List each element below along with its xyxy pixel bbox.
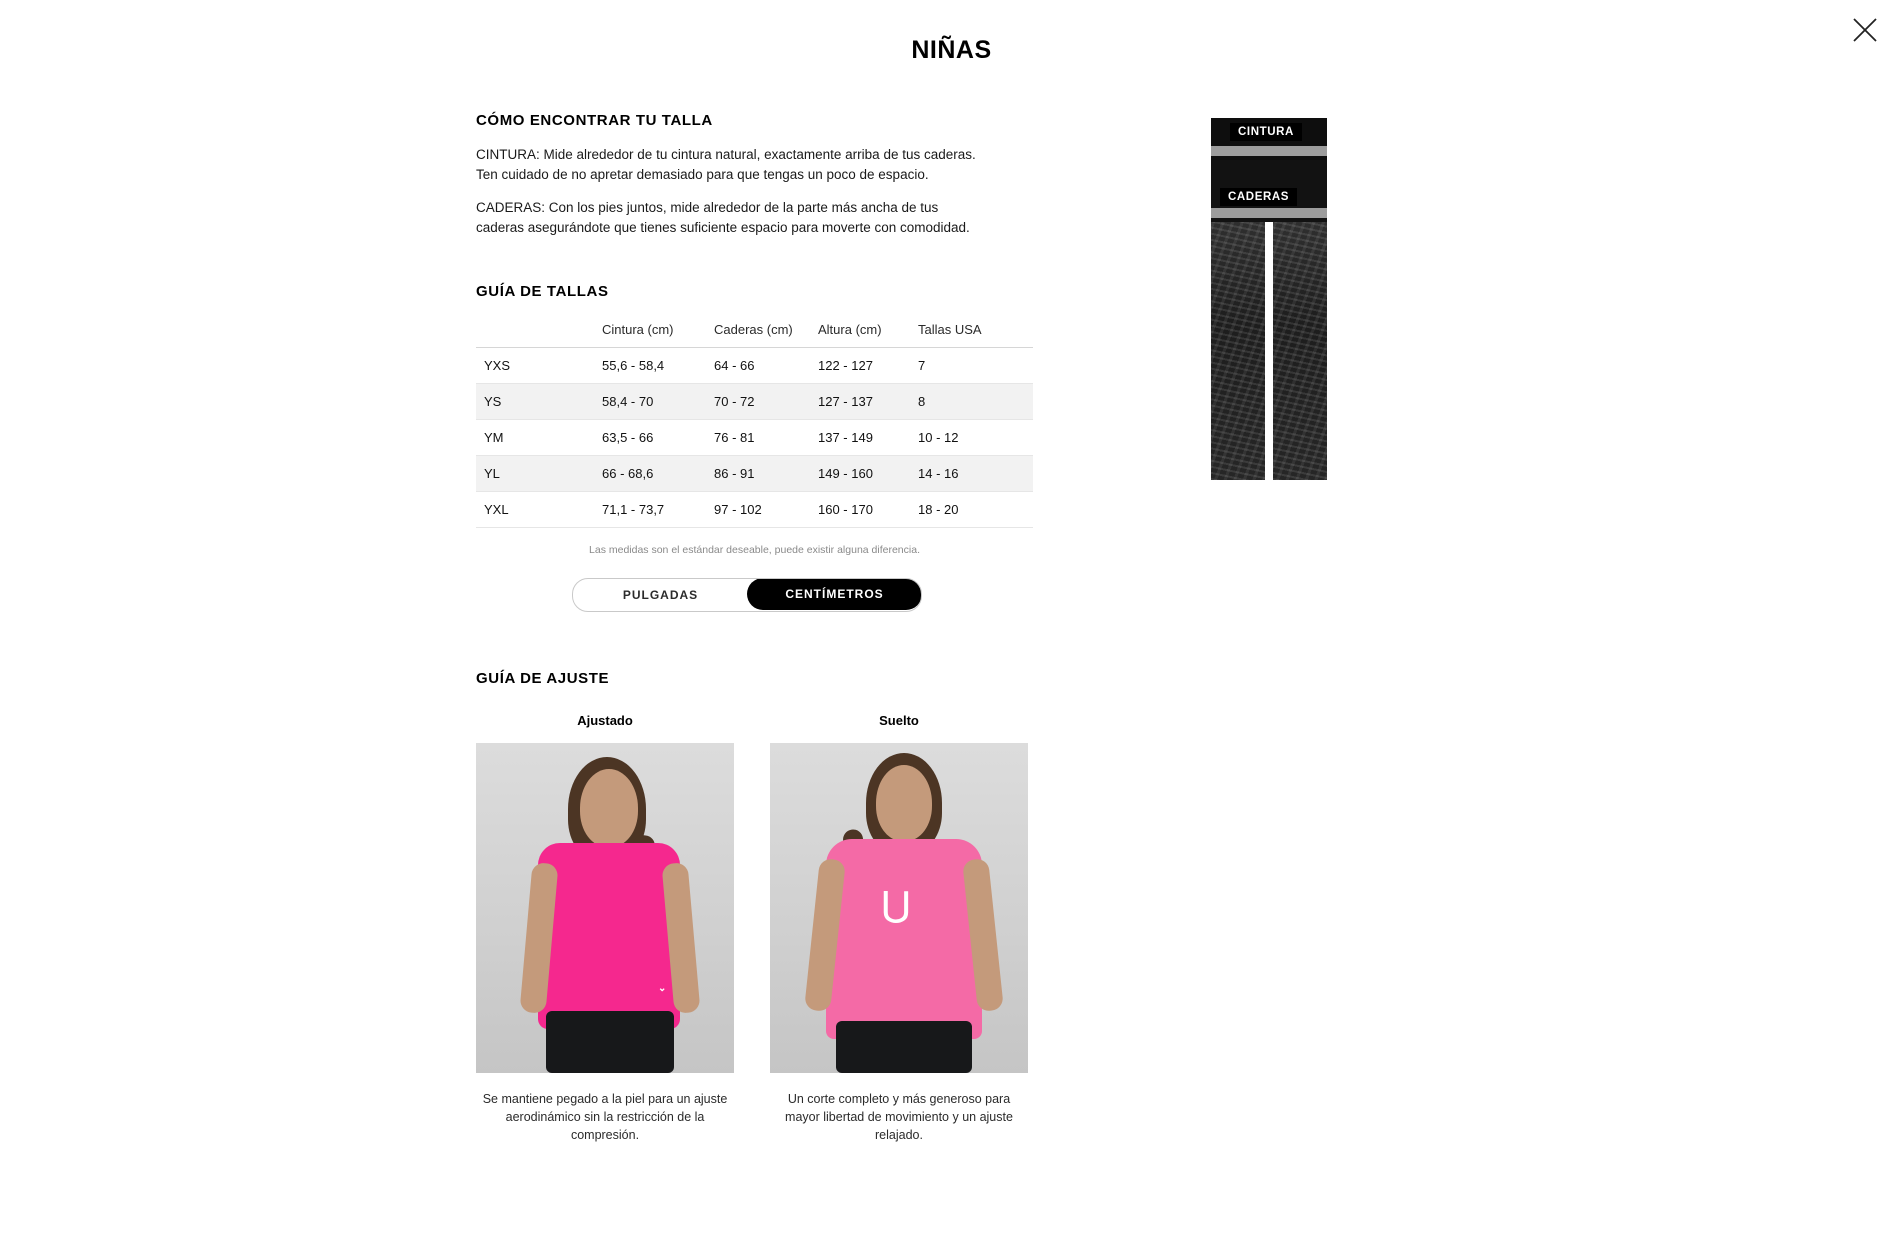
unit-option-inches[interactable]: PULGADAS <box>622 588 699 602</box>
cell-size: YL <box>476 456 594 492</box>
cell-hips: 76 - 81 <box>706 420 810 456</box>
cell-waist: 55,6 - 58,4 <box>594 348 706 384</box>
size-guide-heading: GUÍA DE TALLAS <box>476 283 609 300</box>
cell-usa-size: 14 - 16 <box>910 456 1033 492</box>
fit-caption-loose: Un corte completo y más generoso para mayor libertad de movimiento y un ajuste relajado. <box>785 1092 1013 1142</box>
garment-hip-measure-band <box>1211 208 1327 218</box>
cell-height: 127 - 137 <box>810 384 910 420</box>
cell-height: 149 - 160 <box>810 456 910 492</box>
column-header-hips: Caderas (cm) <box>706 316 810 348</box>
cell-height: 160 - 170 <box>810 492 910 528</box>
fit-guide-row <box>476 713 1056 1144</box>
cell-hips: 86 - 91 <box>706 456 810 492</box>
fit-guide-item-loose <box>770 713 1028 1144</box>
fit-caption-fitted: Se mantiene pegado a la piel para un ajuste aerodinámico sin la restricción de la compresión. <box>482 1092 728 1142</box>
cell-waist: 66 - 68,6 <box>594 456 706 492</box>
fit-guide-item-fitted <box>476 713 734 1144</box>
fit-guide-heading: GUÍA DE AJUSTE <box>476 670 610 687</box>
measurements-note: Las medidas son el estándar deseable, puede existir alguna diferencia. <box>589 544 920 556</box>
table-header-row <box>476 316 1033 348</box>
unit-option-centimeters[interactable]: CENTÍMETROS <box>747 578 922 610</box>
cell-waist: 71,1 - 73,7 <box>594 492 706 528</box>
column-header-waist: Cintura (cm) <box>594 316 706 348</box>
cell-height: 122 - 127 <box>810 348 910 384</box>
size-guide-table <box>476 316 1033 528</box>
fit-title-fitted: Ajustado <box>577 713 633 728</box>
cell-size: YXL <box>476 492 594 528</box>
page-title: NIÑAS <box>911 36 992 64</box>
garment-waist-measure-band <box>1211 146 1327 156</box>
table-row <box>476 348 1033 384</box>
fit-title-loose: Suelto <box>879 713 919 728</box>
cell-hips: 64 - 66 <box>706 348 810 384</box>
garment-legs <box>1211 222 1327 480</box>
fit-image-loose: ⋃ <box>770 743 1028 1073</box>
cell-waist: 63,5 - 66 <box>594 420 706 456</box>
fit-image-fitted: ⌄ <box>476 743 734 1073</box>
garment-leg-left <box>1211 222 1265 480</box>
cell-waist: 58,4 - 70 <box>594 384 706 420</box>
cell-size: YXS <box>476 348 594 384</box>
garment-leg-right <box>1273 222 1327 480</box>
table-row <box>476 456 1033 492</box>
column-header-usa-size: Tallas USA <box>910 316 1033 348</box>
cell-hips: 70 - 72 <box>706 384 810 420</box>
cell-height: 137 - 149 <box>810 420 910 456</box>
cell-hips: 97 - 102 <box>706 492 810 528</box>
cell-size: YM <box>476 420 594 456</box>
cell-usa-size: 10 - 12 <box>910 420 1033 456</box>
garment-leg-gap <box>1265 222 1273 480</box>
table-row <box>476 420 1033 456</box>
size-chart-content <box>476 112 1056 1144</box>
cell-usa-size: 18 - 20 <box>910 492 1033 528</box>
unit-toggle[interactable] <box>572 578 922 612</box>
column-header-size <box>476 316 594 348</box>
cell-usa-size: 7 <box>910 348 1033 384</box>
how-to-paragraph-waist: CINTURA: Mide alrededor de tu cintura natural, exactamente arriba de tus caderas. Ten cuidado de no apretar demasiado para que tengas un poco de espacio. <box>476 147 976 182</box>
table-row <box>476 384 1033 420</box>
how-to-heading: CÓMO ENCONTRAR TU TALLA <box>476 112 713 129</box>
table-row <box>476 492 1033 528</box>
garment-diagram <box>1211 118 1327 480</box>
garment-waist-label: CINTURA <box>1230 123 1302 141</box>
how-to-paragraph-hips: CADERAS: Con los pies juntos, mide alrededor de la parte más ancha de tus caderas asegurándote que tienes suficiente espacio para moverte con comodidad. <box>476 200 970 235</box>
cell-size: YS <box>476 384 594 420</box>
garment-hips-label: CADERAS <box>1220 188 1297 206</box>
cell-usa-size: 8 <box>910 384 1033 420</box>
column-header-height: Altura (cm) <box>810 316 910 348</box>
